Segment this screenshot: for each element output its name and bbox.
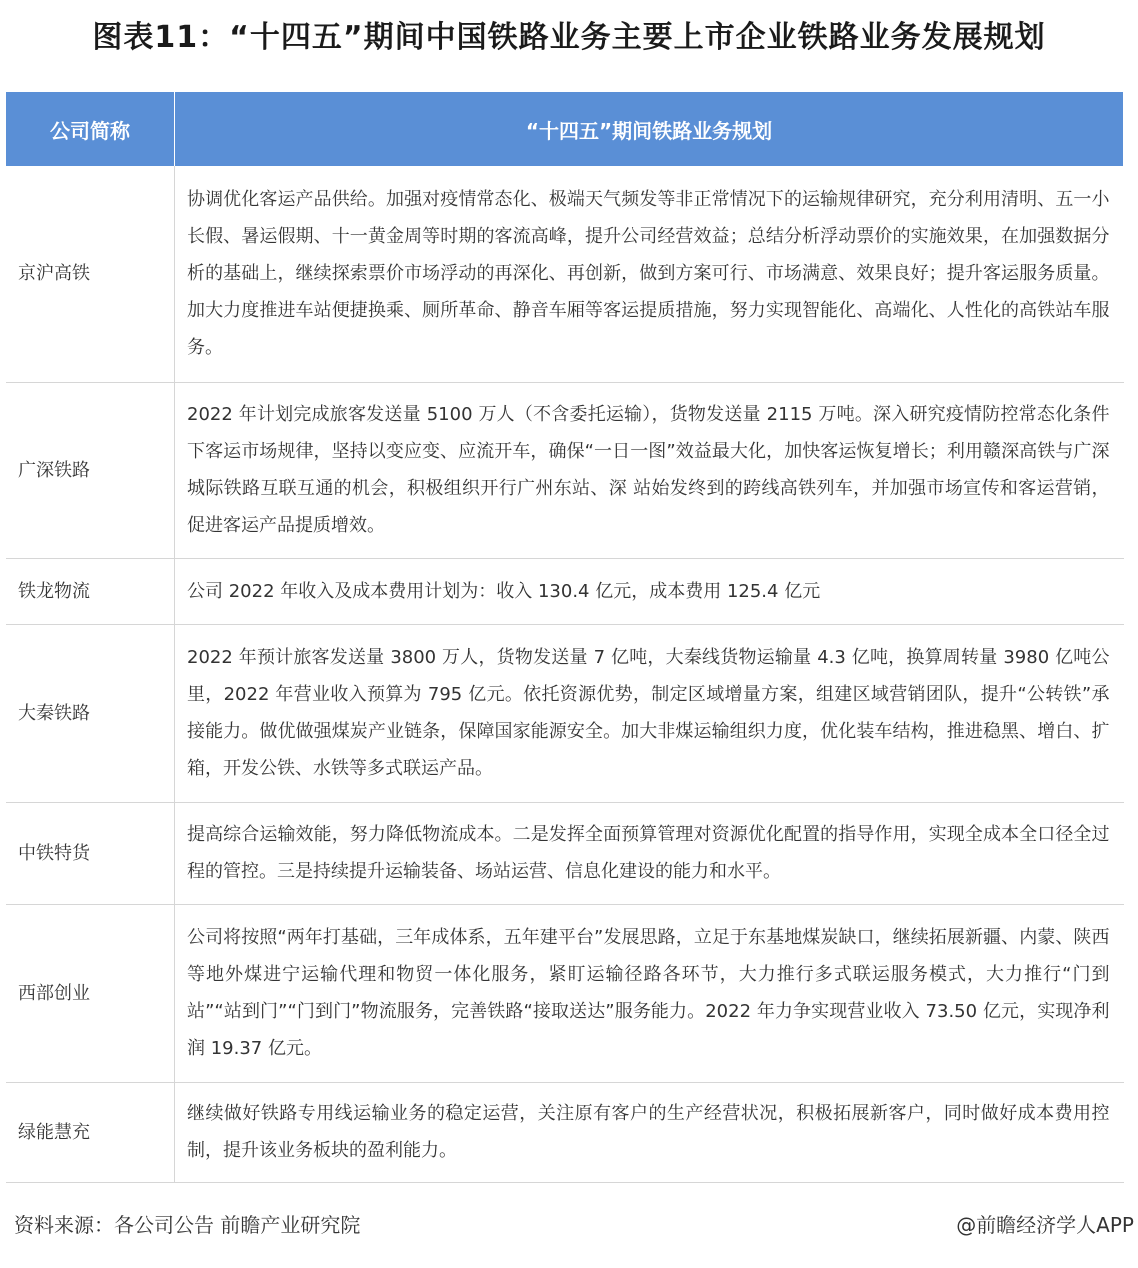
- brand-signature: @前瞻经济学人APP: [956, 1213, 1134, 1237]
- table-row: [6, 558, 1124, 624]
- table-row: [6, 802, 1124, 904]
- plan-table: [6, 92, 1124, 1183]
- company-name: 中铁特货: [6, 802, 175, 904]
- company-name: 绿能慧充: [6, 1082, 175, 1182]
- header-company: 公司简称: [6, 92, 175, 166]
- plan-text: 公司 2022 年收入及成本费用计划为：收入 130.4 亿元，成本费用 125.4 亿元: [175, 558, 1124, 624]
- plan-text: 提高综合运输效能，努力降低物流成本。二是发挥全面预算管理对资源优化配置的指导作用，实现全成本全口径全过程的管控。三是持续提升运输装备、场站运营、信息化建设的能力和水平。: [175, 802, 1124, 904]
- table-row: [6, 166, 1124, 382]
- plan-text: 公司将按照“两年打基础，三年成体系，五年建平台”发展思路，立足于东基地煤炭缺口，继续拓展新疆、内蒙、陕西等地外煤进宁运输代理和物贸一体化服务，紧盯运输径路各环节，大力推行多式联运服务模式，大力推行“门到站”“站到门”“门到门”物流服务，完善铁路“接取送达”服务能力。2022 年力争实现营业收入 73.50 亿元，实现净利润 19.37 亿元。: [175, 904, 1124, 1082]
- company-name: 大秦铁路: [6, 624, 175, 802]
- table-header-row: [6, 92, 1124, 166]
- table-row: [6, 624, 1124, 802]
- table-row: [6, 904, 1124, 1082]
- table-row: [6, 382, 1124, 558]
- company-name: 广深铁路: [6, 382, 175, 558]
- company-name: 京沪高铁: [6, 166, 175, 382]
- plan-text: 继续做好铁路专用线运输业务的稳定运营，关注原有客户的生产经营状况，积极拓展新客户，同时做好成本费用控制，提升该业务板块的盈利能力。: [175, 1082, 1124, 1182]
- company-name: 西部创业: [6, 904, 175, 1082]
- plan-text: 2022 年预计旅客发送量 3800 万人，货物发送量 7 亿吨，大秦线货物运输量 4.3 亿吨，换算周转量 3980 亿吨公里，2022 年营业收入预算为 795 亿元。依托资源优势，制定区域增量方案，组建区域营销团队，提升“公转铁”承接能力。做优做强煤炭产业链条，保障国家能源安全。加大非煤运输组织力度，优化装车结构，推进稳黑、增白、扩箱，开发公铁、水铁等多式联运产品。: [175, 624, 1124, 802]
- plan-text: 2022 年计划完成旅客发送量 5100 万人（不含委托运输），货物发送量 2115 万吨。深入研究疫情防控常态化条件下客运市场规律，坚持以变应变、应流开车，确保“一日一图”效益最大化，加快客运恢复增长；利用赣深高铁与广深城际铁路互联互通的机会，积极组织开行广州东站、深 站始发终到的跨线高铁列车，并加强市场宣传和客运营销，促进客运产品提质增效。: [175, 382, 1124, 558]
- plan-text: 协调优化客运产品供给。加强对疫情常态化、极端天气频发等非正常情况下的运输规律研究，充分利用清明、五一小长假、暑运假期、十一黄金周等时期的客流高峰，提升公司经营效益；总结分析浮动票价的实施效果，在加强数据分析的基础上，继续探索票价市场浮动的再深化、再创新，做到方案可行、市场满意、效果良好；提升客运服务质量。加大力度推进车站便捷换乘、厕所革命、静音车厢等客运提质措施，努力实现智能化、高端化、人性化的高铁站车服务。: [175, 166, 1124, 382]
- source-note: 资料来源：各公司公告 前瞻产业研究院: [14, 1213, 361, 1237]
- header-plan: “十四五”期间铁路业务规划: [175, 92, 1124, 166]
- table-row: [6, 1082, 1124, 1182]
- company-name: 铁龙物流: [6, 558, 175, 624]
- page-title: 图表11：“十四五”期间中国铁路业务主要上市企业铁路业务发展规划: [92, 20, 1046, 55]
